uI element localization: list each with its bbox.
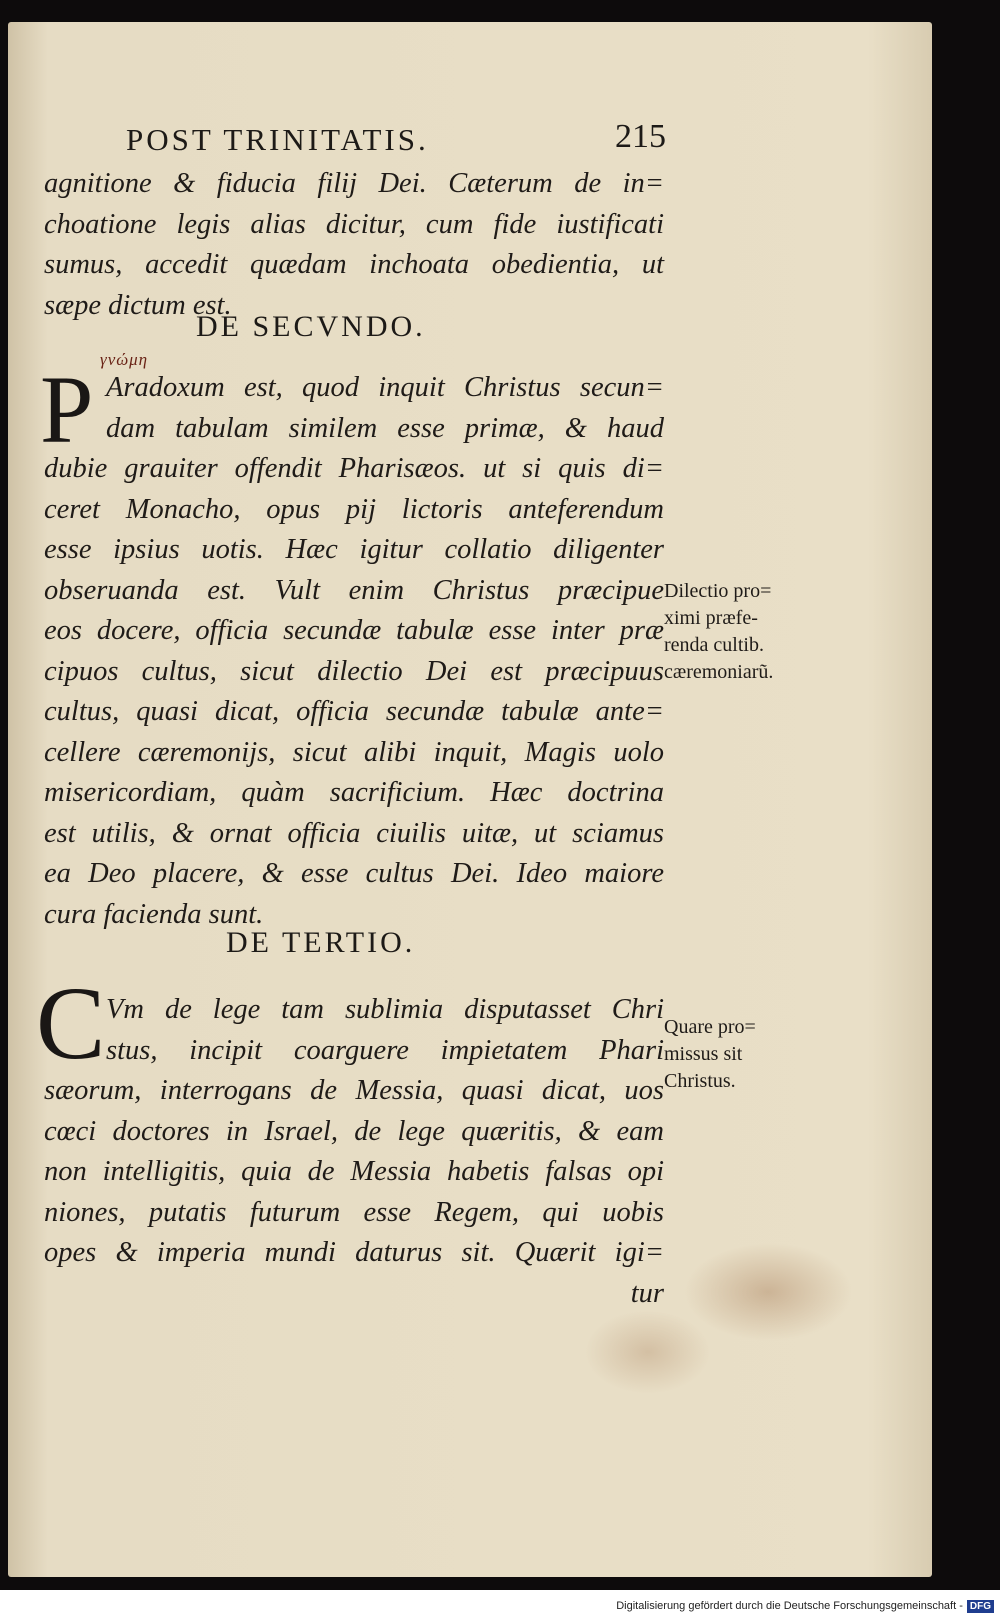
text-line: choatione legis alias dicitur, cum fide iustificati (44, 208, 664, 240)
section-heading-tertio: DE TERTIO. (226, 926, 416, 959)
text-line: sæorum, interrogans de Messia, quasi dicat, uos (44, 1075, 664, 1106)
catchword: tur (630, 1277, 664, 1309)
page-number: 215 (615, 118, 666, 155)
text-line: stus, incipit coarguere impietatem Phari (106, 1034, 664, 1066)
text-line: cœci doctores in Israel, de lege quæritis, & eam (44, 1115, 664, 1147)
drop-cap-p: P (40, 356, 94, 463)
text-line: obseruanda est. Vult enim Christus præcipue (44, 574, 664, 606)
margin-note-line: renda cultib. (664, 634, 764, 656)
text-line: dubie grauiter offendit Pharisæos. ut si quis di= (44, 453, 664, 484)
text-line: cellere cæremonijs, sicut alibi inquit, Magis uolo (44, 736, 664, 768)
margin-note-line: Dilectio pro= (664, 580, 772, 602)
margin-note-line: ximi præfe- (664, 607, 758, 629)
text-line: sæpe dictum est. (44, 289, 232, 321)
text-line: ea Deo placere, & esse cultus Dei. Ideo maiore (44, 858, 664, 889)
drop-cap-c: C (36, 966, 106, 1081)
digitization-credit (616, 1600, 994, 1613)
margin-note-quare (664, 1014, 834, 1095)
text-line: cultus, quasi dicat, officia secundæ tabulæ ante= (44, 696, 664, 727)
book-page (8, 22, 932, 1577)
text-line: eos docere, officia secundæ tabulæ esse inter præ (44, 615, 664, 646)
text-line: est utilis, & ornat officia ciuilis uitæ, ut sciamus (44, 817, 664, 849)
margin-note-line: missus sit (664, 1043, 743, 1065)
text-line: opes & imperia mundi daturus sit. Quærit igi= (44, 1237, 664, 1268)
paragraph-tertio (44, 990, 664, 1314)
paragraph-secundo (44, 368, 664, 935)
text-line: non intelligitis, quia de Messia habetis falsas opi (44, 1156, 664, 1187)
text-line: ceret Monacho, opus pij lictoris anteferendum (44, 493, 664, 525)
text-line: agnitione & fiducia filij Dei. Cæterum de in= (44, 168, 664, 199)
running-head: POST TRINITATIS. (126, 122, 429, 157)
credit-text: Digitalisierung gefördert durch die Deutsche Forschungsgemeinschaft - (616, 1600, 963, 1612)
page-header (126, 118, 666, 162)
text-line: Vm de lege tam sublimia disputasset Chri (106, 994, 664, 1025)
margin-note-dilectio (664, 578, 834, 686)
text-line: esse ipsius uotis. Hæc igitur collatio diligenter (44, 534, 664, 565)
margin-note-line: Christus. (664, 1070, 736, 1092)
text-line: cura facienda sunt. (44, 898, 264, 930)
text-line: niones, putatis futurum esse Regem, qui uobis (44, 1196, 664, 1228)
text-line: dam tabulam similem esse primæ, & haud (106, 412, 664, 444)
text-line: misericordiam, quàm sacrificium. Hæc doctrina (44, 777, 664, 808)
paragraph-continuation (44, 164, 664, 326)
handwritten-annotation: γνώμη (100, 350, 149, 369)
margin-note-line: cæremoniarũ. (664, 661, 774, 683)
text-line: sumus, accedit quædam inchoata obedientia, ut (44, 249, 664, 280)
margin-note-line: Quare pro= (664, 1016, 756, 1038)
dfg-logo: DFG (967, 1600, 994, 1613)
text-line: cipuos cultus, sicut dilectio Dei est præcipuus (44, 655, 664, 687)
section-heading-secundo: DE SECVNDO. (196, 310, 426, 343)
text-line: Aradoxum est, quod inquit Christus secun= (106, 372, 664, 403)
